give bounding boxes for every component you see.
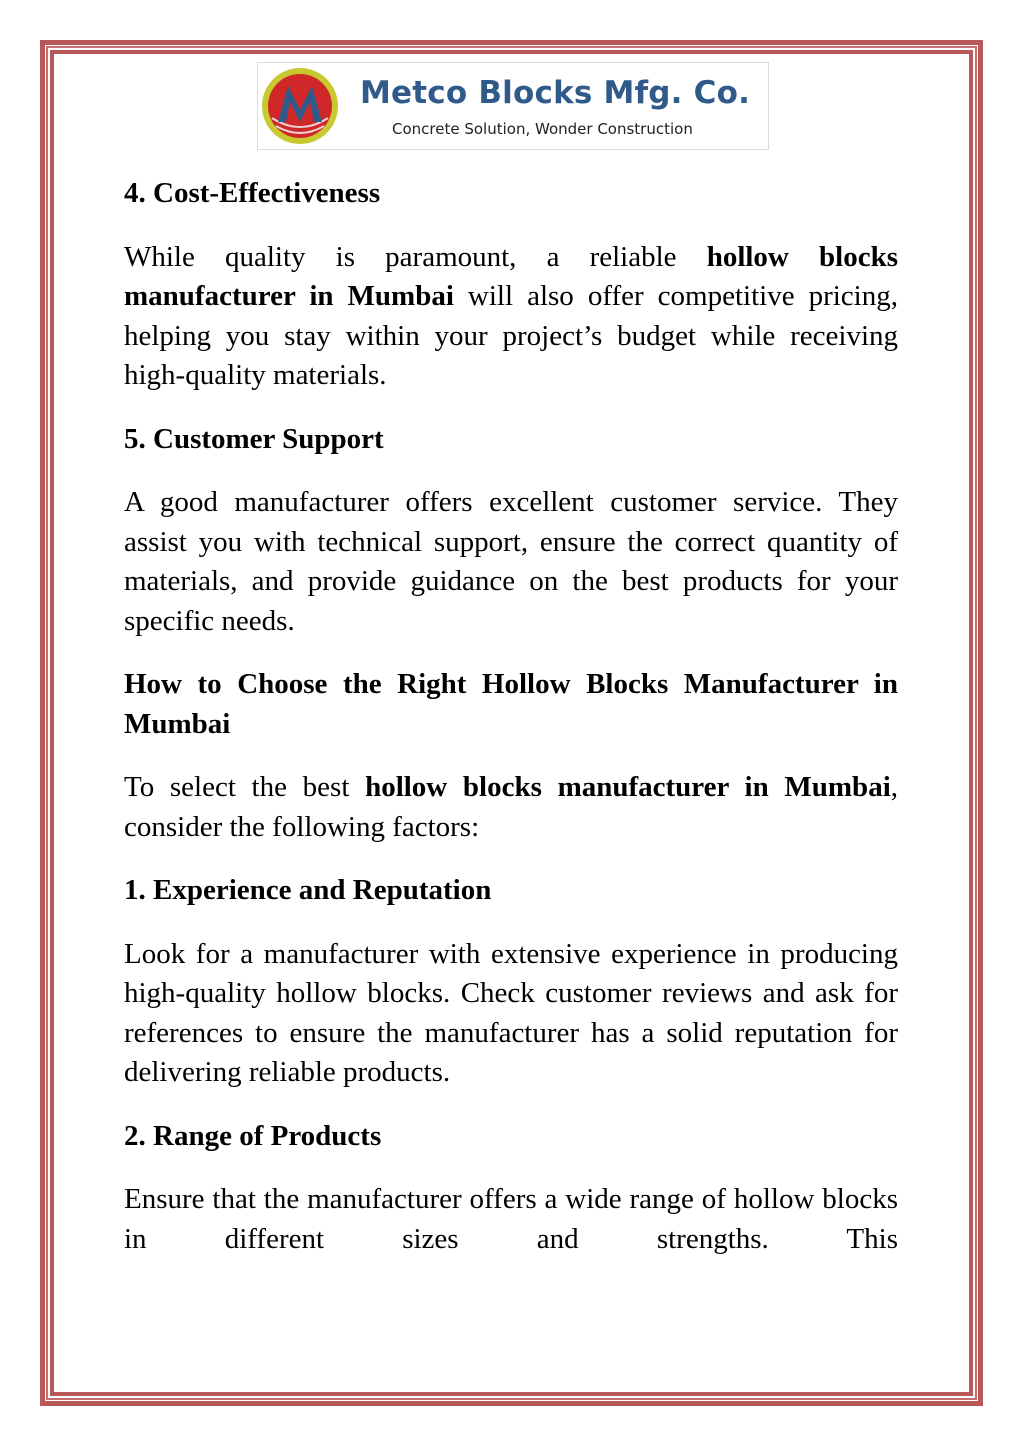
section-paragraph-how-to-choose: To select the best hollow blocks manufacturer in Mumbai, consider the following factors:	[124, 771, 898, 843]
section-paragraph-range-of-products: Ensure that the manufacturer offers a wide range of hollow blocks in different sizes and strengths. This	[124, 1183, 898, 1255]
section-heading-range-of-products: 2. Range of Products	[124, 1119, 382, 1152]
section-paragraph-experience-reputation: Look for a manufacturer with extensive experience in producing high-quality hollow blocks. Check customer reviews and ask for references to ensure the manufacturer has a solid reputation for delivering reliable products.	[124, 937, 898, 1088]
section-heading-experience-reputation: 1. Experience and Reputation	[124, 874, 492, 906]
company-name: Metco Blocks Mfg. Co.	[360, 75, 751, 111]
section-paragraph-cost-effectiveness: While quality is paramount, a reliable hollow blocks manufacturer in Mumbai will also offer competitive pricing, helping you stay within your project’s budget while receiving high-quality materials.	[124, 240, 898, 391]
section-heading-how-to-choose: How to Choose the Right Hollow Blocks Manufacturer in Mumbai	[124, 668, 898, 740]
company-tagline: Concrete Solution, Wonder Construction	[392, 120, 693, 138]
section-heading-customer-support: 5. Customer Support	[124, 422, 384, 455]
company-logo-emblem-icon	[260, 66, 340, 146]
document-body	[124, 174, 898, 1259]
company-logo	[257, 62, 769, 150]
section-paragraph-customer-support: A good manufacturer offers excellent customer service. They assist you with technical support, ensure the correct quantity of materials, and provide guidance on the best products for your specific needs.	[124, 486, 898, 637]
section-heading-cost-effectiveness: 4. Cost-Effectiveness	[124, 177, 381, 209]
